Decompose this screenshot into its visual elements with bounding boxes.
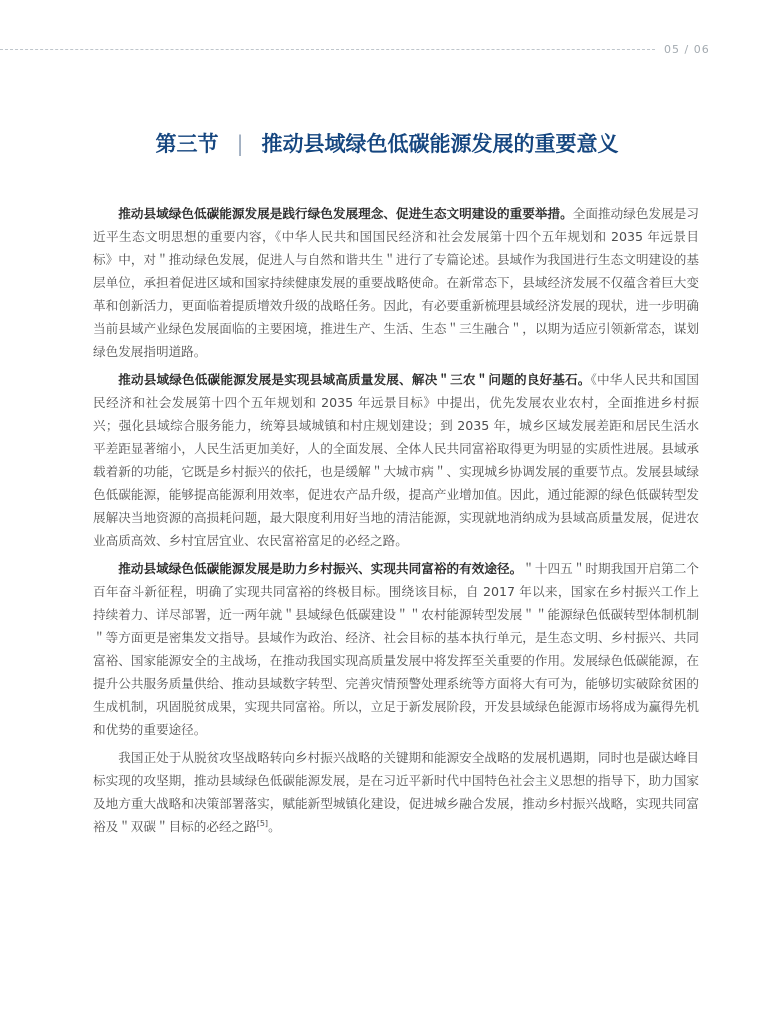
paragraph-body: ＂十四五＂时期我国开启第二个百年奋斗新征程，明确了实现共同富裕的终极目标。围绕该目标，自 2017 年以来，国家在乡村振兴工作上持续着力、详尽部署，近一两年就＂县域绿色低碳建设＂＂农村能源转型发展＂＂能源绿色低碳转型体制机制＂等方面更是密集发文指导。县域作为政治、经济、社会目标的基本执行单元，是生态文明、乡村振兴、共同富裕、国家能源安全的主战场，在推动我国实现高质量发展中将发挥至关重要的作用。发展绿色低碳能源，在提升公共服务质量供给、推动县域数字转型、完善灾情预警处理系统等方面将大有可为，能够切实破除贫困的生成机制，巩固脱贫成果，实现共同富裕。所以，立足于新发展阶段，开发县域绿色能源市场将成为赢得先机和优势的重要途径。 xyxy=(93,561,700,737)
header-divider xyxy=(0,49,655,50)
section-label: 第三节 xyxy=(155,132,219,156)
paragraph-1 xyxy=(93,202,699,363)
page-number: 05 / 06 xyxy=(664,43,710,56)
paragraph-body: 《中华人民共和国国民经济和社会发展第十四个五年规划和 2035 年远景目标》中提出，优先发展农业农村，全面推进乡村振兴；强化县域综合服务能力，统筹县域城镇和村庄规划建设；到 2035 年，城乡区域发展差距和居民生活水平差距显著缩小，人民生活更加美好，人的全面发展、全体人民共同富裕取得更为明显的实质性进展。县域承载着新的功能，它既是乡村振兴的依托，也是缓解＂大城市病＂、实现城乡协调发展的重要节点。发展县域绿色低碳能源，能够提高能源利用效率，促进农产品升级，提高产业增加值。因此，通过能源的绿色低碳转型发展解决当地资源的高损耗问题，最大限度利用好当地的清洁能源，实现就地消纳成为县域高质量发展，促进农业高质高效、乡村宜居宜业、农民富裕富足的必经之路。 xyxy=(93,372,700,548)
paragraph-lead: 推动县域绿色低碳能源发展是助力乡村振兴、实现共同富裕的有效途径。 xyxy=(118,561,523,576)
section-separator: | xyxy=(236,132,244,156)
paragraph-lead: 推动县域绿色低碳能源发展是实现县域高质量发展、解决＂三农＂问题的良好基石。 xyxy=(118,372,591,387)
section-heading xyxy=(0,128,774,158)
paragraph-4 xyxy=(93,746,699,838)
reference-marker: [5] xyxy=(256,818,269,828)
paragraph-lead: 推动县域绿色低碳能源发展是践行绿色发展理念、促进生态文明建设的重要举措。 xyxy=(118,206,573,221)
body-text xyxy=(93,202,699,843)
paragraph-body: 我国正处于从脱贫攻坚战略转向乡村振兴战略的关键期和能源安全战略的发展机遇期，同时也是碳达峰目标实现的攻坚期，推动县域绿色低碳能源发展，是在习近平新时代中国特色社会主义思想的指导下，助力国家及地方重大战略和决策部署落实，赋能新型城镇化建设，促进城乡融合发展，推动乡村振兴战略，实现共同富裕及＂双碳＂目标的必经之路 xyxy=(93,750,699,834)
section-title: 推动县域绿色低碳能源发展的重要意义 xyxy=(261,132,619,156)
paragraph-tail: 。 xyxy=(268,819,281,834)
paragraph-2 xyxy=(93,368,699,552)
paragraph-3 xyxy=(93,557,699,741)
paragraph-body: 全面推动绿色发展是习近平生态文明思想的重要内容，《中华人民共和国国民经济和社会发展第十四个五年规划和 2035 年远景目标》中，对＂推动绿色发展，促进人与自然和谐共生＂进行了专篇论述。县域作为我国进行生态文明建设的基层单位，承担着促进区域和国家持续健康发展的重要战略使命。在新常态下，县域经济发展不仅蕴含着巨大变革和创新活力，更面临着提质增效升级的战略任务。因此，有必要重新梳理县域经济发展的现状，进一步明确当前县域产业绿色发展面临的主要困境，推进生产、生活、生态＂三生融合＂，以期为适应引领新常态，谋划绿色发展指明道路。 xyxy=(93,206,700,359)
